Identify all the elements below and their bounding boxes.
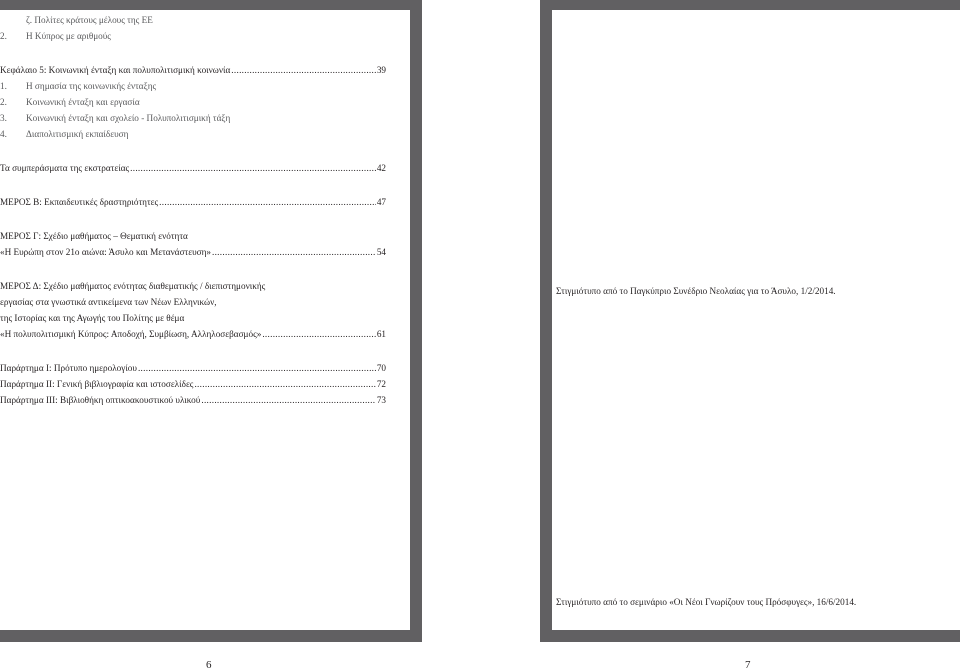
toc-entry-part-d-line3: της Ιστορίας και της Αγωγής του Πολίτης με θέμα — [0, 313, 185, 323]
toc-subitem — [0, 126, 386, 142]
toc-subitem-text: Κοινωνική ένταξη και εργασία — [26, 97, 140, 107]
toc-entry-part-c — [0, 244, 386, 260]
photo-caption-top: Στιγμιότυπο από το Παγκύπριο Συνέδριο Νεολαίας για το Άσυλο, 1/2/2014. — [556, 286, 836, 296]
toc-entry-page: 39 — [376, 65, 386, 75]
toc-subitem — [0, 78, 386, 94]
toc-entry-part-d-line1: ΜΕΡΟΣ Δ: Σχέδιο μαθήματος ενότητας διαθεματικής / διεπιστημονικής — [0, 281, 266, 291]
toc-subitem-zeta: ζ. Πολίτες κράτους μέλους της ΕΕ — [26, 15, 153, 25]
toc-entry-page: 42 — [376, 163, 386, 173]
toc-entry-part-b — [0, 194, 386, 210]
toc-subitem-number: 3. — [0, 113, 7, 123]
toc-subitem-text: Η σημασία της κοινωνικής ένταξης — [26, 81, 157, 91]
toc-subitem-number: 4. — [0, 129, 7, 139]
toc-subitem-text: Η Κύπρος με αριθμούς — [26, 31, 111, 41]
right-page — [540, 0, 960, 642]
toc-entry-page: 54 — [376, 247, 386, 257]
toc-entry-appendix-2 — [0, 376, 386, 392]
toc-subitem — [0, 110, 386, 126]
toc-entry-text: «Η Ευρώπη στον 21ο αιώνα: Άσυλο και Μετανάστευση» — [0, 247, 211, 257]
toc-subitem — [0, 94, 386, 110]
toc-entry-page: 70 — [376, 363, 386, 373]
toc-subitem-text: Κοινωνική ένταξη και σχολείο - Πολυπολιτισμική τάξη — [26, 113, 231, 123]
photo-caption-bottom: Στιγμιότυπο από το σεμινάριο «Οι Νέοι Γνωρίζουν τους Πρόσφυγες», 16/6/2014. — [556, 597, 857, 607]
toc-entry-text: Παράρτημα ΙΙΙ: Βιβλιοθήκη οπτικοακουστικού υλικού — [0, 395, 201, 405]
toc-entry-text: Κεφάλαιο 5: Κοινωνική ένταξη και πολυπολιτισμική κοινωνία — [0, 65, 231, 75]
left-page — [0, 0, 422, 642]
toc-entry-text: «Η πολυπολιτισμική Κύπρος: Αποδοχή, Συμβίωση, Αλληλοσεβασμός» — [0, 329, 262, 339]
toc-entry-chapter5 — [0, 62, 386, 78]
toc-subitem — [0, 28, 386, 44]
toc-entry-part-d — [0, 326, 386, 342]
toc-entry-conclusions — [0, 160, 386, 176]
toc-subitem-number: 2. — [0, 31, 7, 41]
toc-entry-page: 61 — [376, 329, 386, 339]
toc-entry-appendix-1 — [0, 360, 386, 376]
toc-subitem-number: 2. — [0, 97, 7, 107]
toc-subitem-text: Διαπολιτισμική εκπαίδευση — [26, 129, 129, 139]
toc-entry-part-c-line1: ΜΕΡΟΣ Γ: Σχέδιο μαθήματος – Θεματική ενότητα — [0, 231, 188, 241]
toc-entry-text: Τα συμπεράσματα της εκστρατείας — [0, 163, 130, 173]
toc-entry-page: 73 — [376, 395, 386, 405]
toc-entry-page: 47 — [376, 197, 386, 207]
toc-subitem-number: 1. — [0, 81, 7, 91]
page-number-left: 6 — [206, 659, 212, 671]
toc-entry-page: 72 — [376, 379, 386, 389]
toc-entry-text: ΜΕΡΟΣ Β: Εκπαιδευτικές δραστηριότητες — [0, 197, 159, 207]
page-number-right: 7 — [745, 659, 751, 671]
toc-entry-appendix-3 — [0, 392, 386, 408]
table-of-contents — [0, 12, 386, 408]
toc-entry-text: Παράρτημα Ι: Πρότυπο ημερολογίου — [0, 363, 137, 373]
toc-entry-text: Παράρτημα ΙΙ: Γενική βιβλιογραφία και ιστοσελίδες — [0, 379, 194, 389]
toc-entry-part-d-line2: εργασίας στα γνωστικά αντικείμενα των Νέων Ελληνικών, — [0, 297, 217, 307]
